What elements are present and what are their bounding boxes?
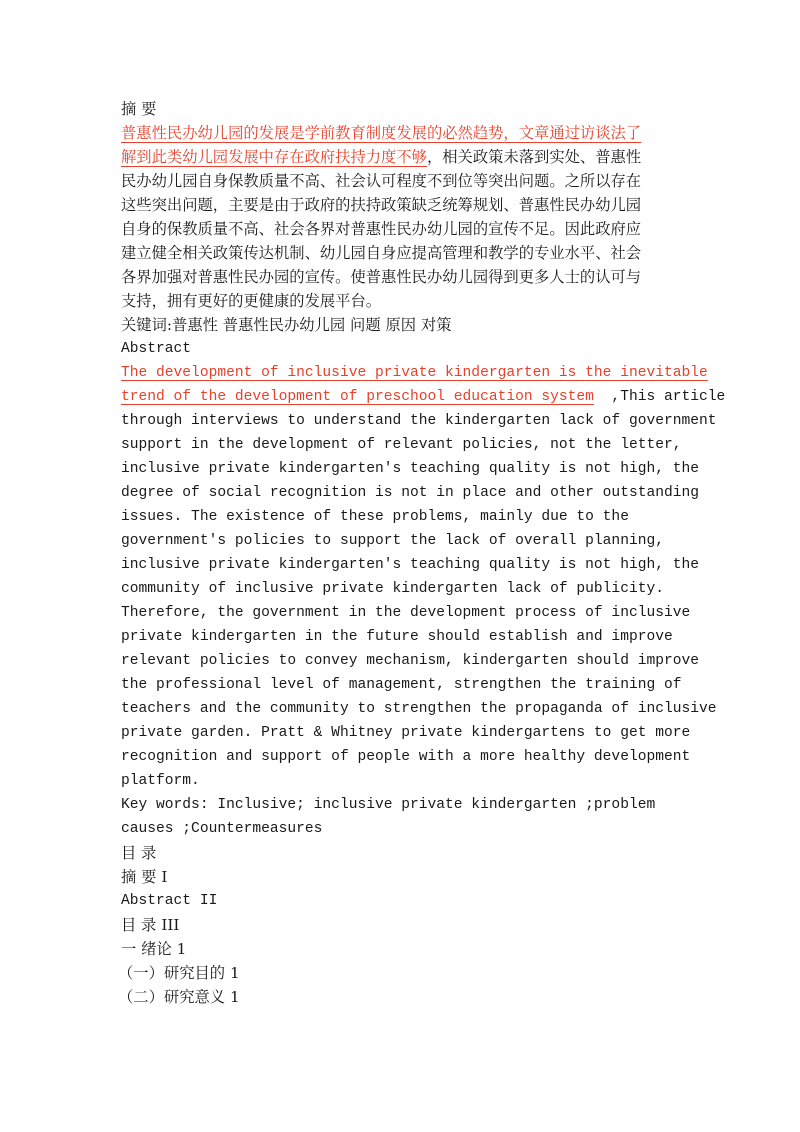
- keywords-en: causes ;Countermeasures: [121, 821, 323, 837]
- abstract-zh-line: 解到此类幼儿园发展中存在政府扶持力度不够，相关政策未落到实处、普惠性: [121, 148, 642, 166]
- abstract-zh-body: [121, 121, 681, 313]
- toc-heading: 目 录: [121, 844, 157, 862]
- abstract-zh-line: 自身的保教质量不高、社会各界对普惠性民办幼儿园的宣传不足。因此政府应: [121, 220, 642, 238]
- toc-item: 摘 要 I: [121, 868, 168, 886]
- abstract-zh-line: 这些突出问题，主要是由于政府的扶持政策缺乏统筹规划、普惠性民办幼儿园: [121, 196, 642, 214]
- abstract-zh-line: 支持，拥有更好的更健康的发展平台。: [121, 292, 382, 310]
- abstract-en-heading: Abstract: [121, 341, 192, 357]
- abstract-en-line: inclusive private kindergarten's teaching quality is not high, the: [121, 461, 700, 477]
- document-page: [118, 97, 726, 1009]
- abstract-en-line: trend of the development of preschool education system ,This article: [121, 389, 726, 405]
- abstract-en-line: through interviews to understand the kindergarten lack of government: [121, 413, 717, 429]
- highlighted-text: The development of inclusive private kindergarten is the inevitable: [121, 365, 708, 381]
- abstract-zh-line: 各界加强对普惠性民办园的宣传。使普惠性民办幼儿园得到更多人士的认可与: [121, 268, 642, 286]
- toc-item: Abstract II: [121, 893, 218, 909]
- toc-item: 目 录 III: [121, 916, 180, 934]
- abstract-en-line: degree of social recognition is not in place and other outstanding: [121, 485, 700, 501]
- toc-item: （二）研究意义 1: [118, 988, 240, 1006]
- abstract-en-line: private kindergarten in the future should establish and improve: [121, 629, 673, 645]
- abstract-en-line: recognition and support of people with a more healthy development: [121, 749, 691, 765]
- abstract-en-line: support in the development of relevant policies, not the letter,: [121, 437, 682, 453]
- abstract-heading: 摘 要: [121, 100, 157, 118]
- abstract-en-line: community of inclusive private kindergarten lack of publicity.: [121, 581, 664, 597]
- abstract-en-line: platform.: [121, 773, 200, 789]
- abstract-en-body: [121, 361, 726, 793]
- abstract-en-line: Therefore, the government in the development process of inclusive: [121, 605, 691, 621]
- abstract-en-line: teachers and the community to strengthen the propaganda of inclusive: [121, 701, 717, 717]
- abstract-en-line: [121, 361, 708, 385]
- highlighted-text: 解到此类幼儿园发展中存在政府扶持力度不够: [121, 148, 427, 166]
- abstract-zh-line: [121, 121, 681, 145]
- abstract-en-line: private garden. Pratt & Whitney private kindergartens to get more: [121, 725, 691, 741]
- abstract-en-line: relevant policies to convey mechanism, kindergarten should improve: [121, 653, 700, 669]
- highlighted-text: trend of the development of preschool education system: [121, 389, 594, 405]
- abstract-en-line: issues. The existence of these problems, mainly due to the: [121, 509, 629, 525]
- abstract-en-line: inclusive private kindergarten's teaching quality is not high, the: [121, 557, 700, 573]
- abstract-en-line: government's policies to support the lack of overall planning,: [121, 533, 664, 549]
- highlighted-text: 普惠性民办幼儿园的发展是学前教育制度发展的必然趋势，文章通过访谈法了: [121, 124, 642, 142]
- keywords-zh: 关键词:普惠性 普惠性民办幼儿园 问题 原因 对策: [121, 316, 452, 334]
- abstract-zh-line: 建立健全相关政策传达机制、幼儿园自身应提高管理和教学的专业水平、社会: [121, 244, 642, 262]
- toc-item: 一 绪论 1: [121, 940, 187, 958]
- abstract-zh-line: 民办幼儿园自身保教质量不高、社会认可程度不到位等突出问题。之所以存在: [121, 172, 642, 190]
- table-of-contents: [118, 865, 681, 1009]
- keywords-en: Key words: Inclusive; inclusive private kindergarten ;problem: [121, 797, 656, 813]
- toc-item: （一）研究目的 1: [118, 964, 240, 982]
- abstract-en-line: the professional level of management, strengthen the training of: [121, 677, 682, 693]
